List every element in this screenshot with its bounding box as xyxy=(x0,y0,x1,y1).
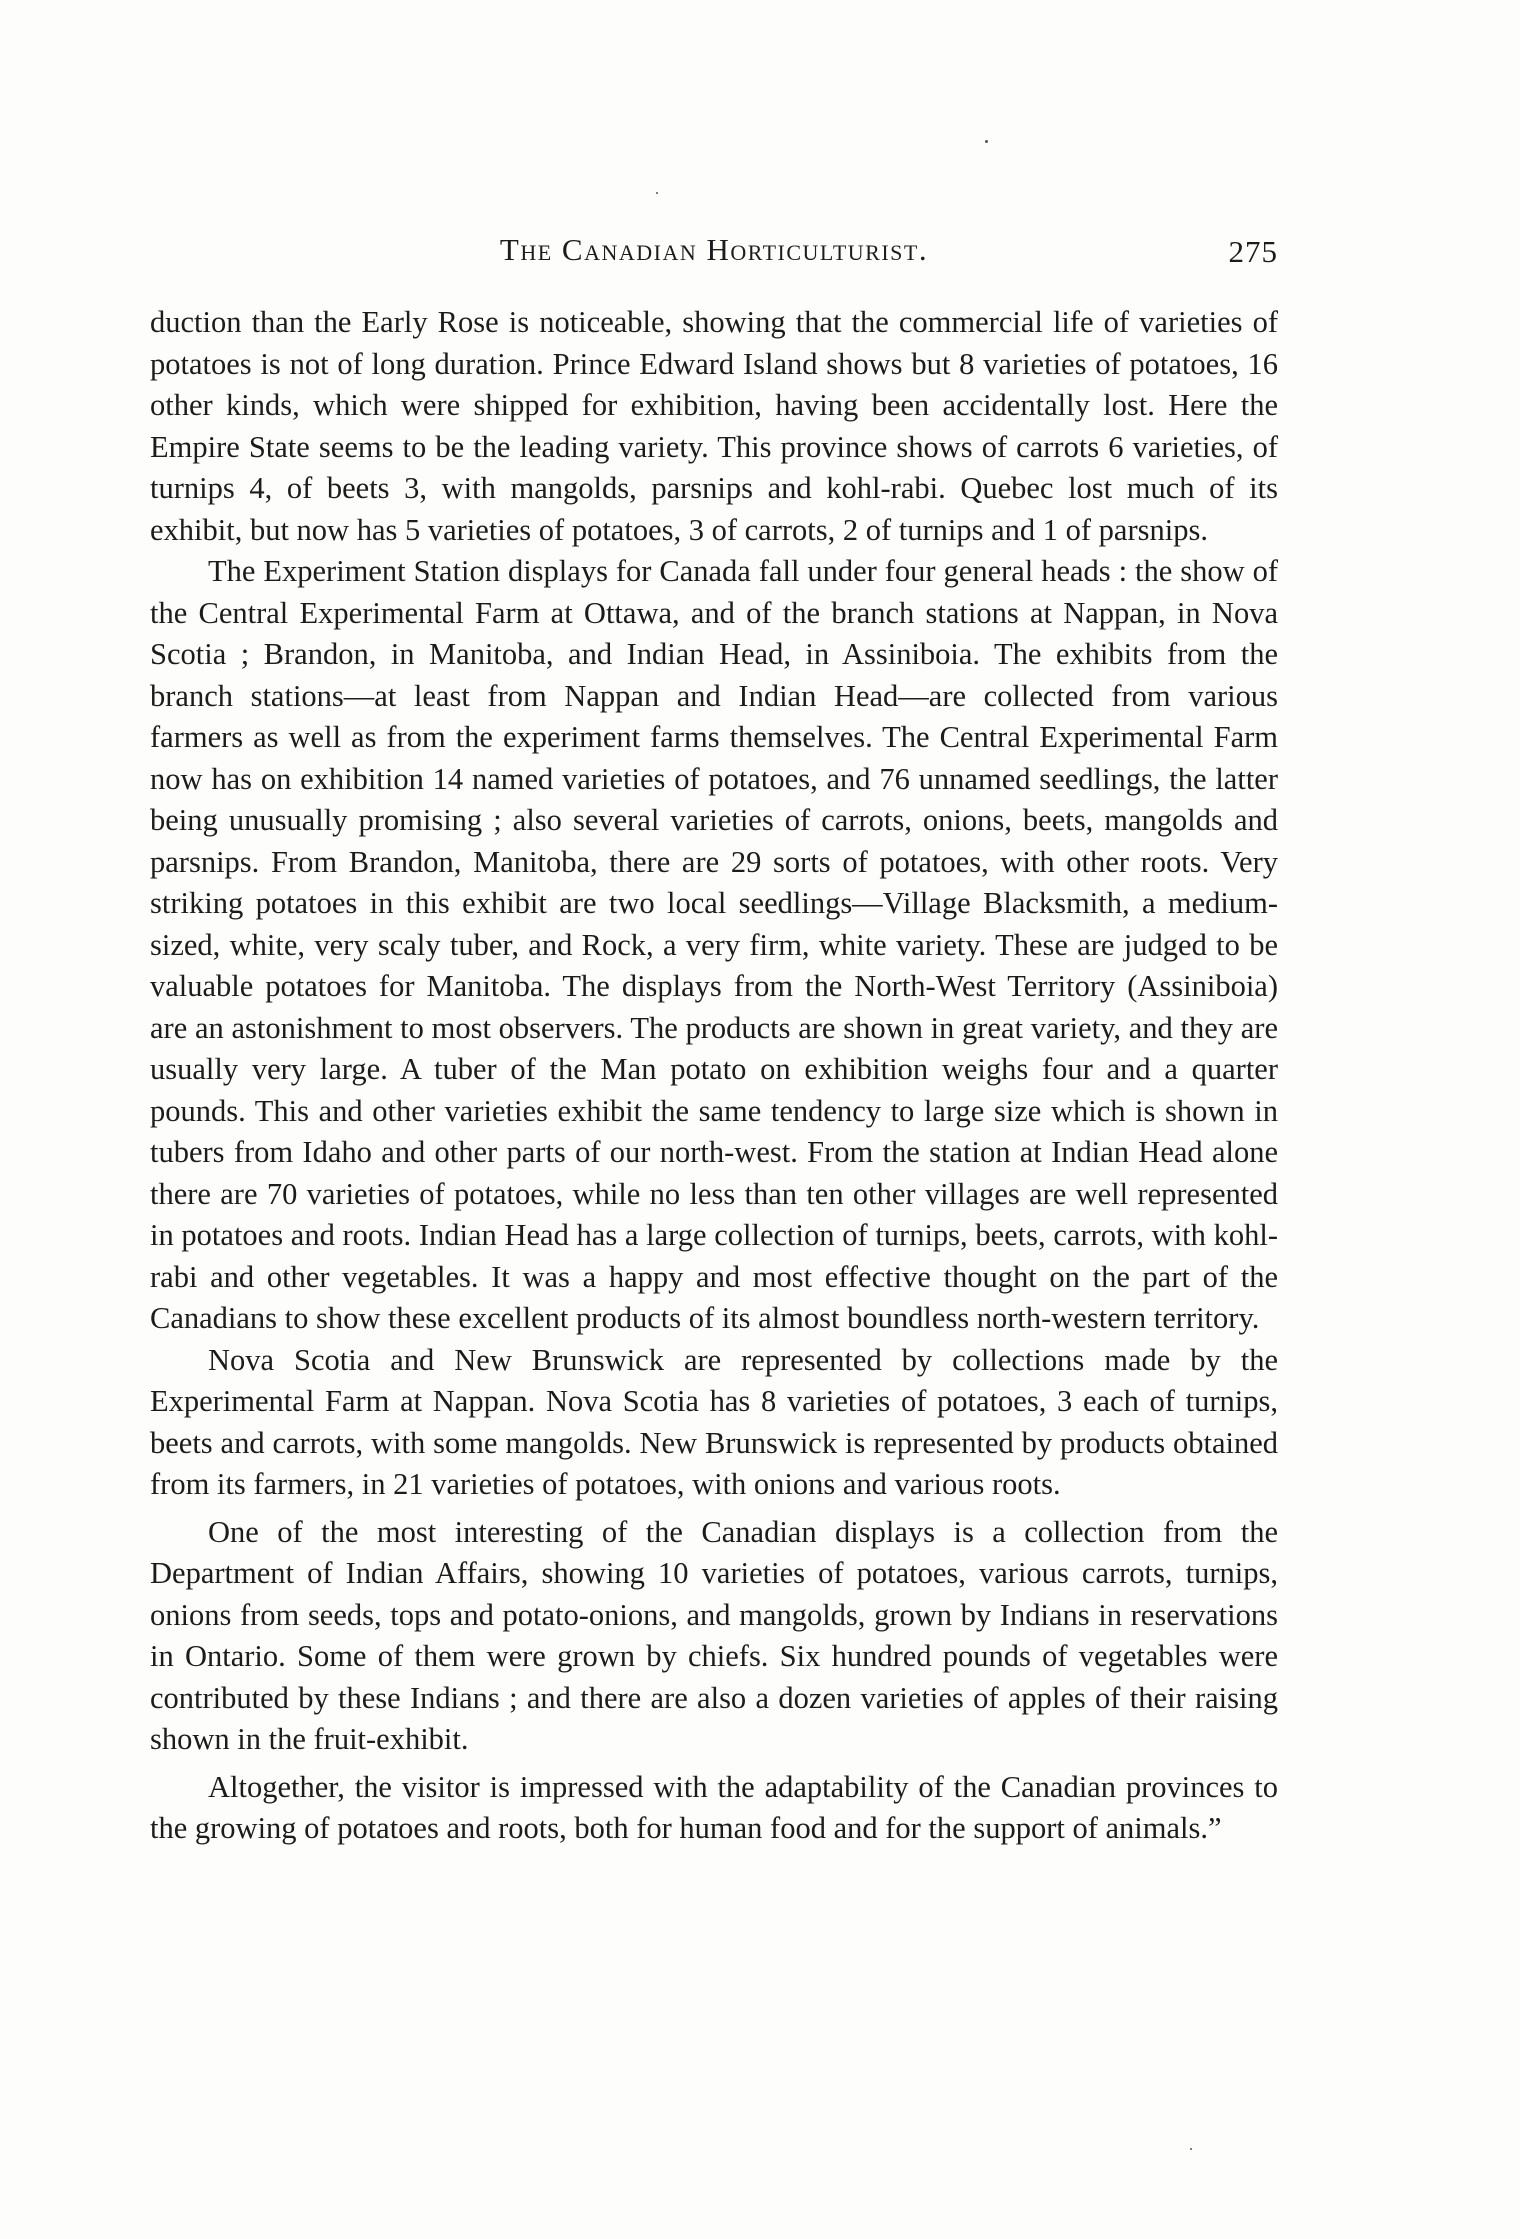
paragraph-continued: duction than the Early Rose is noticeable, showing that the commercial life of varieties of potatoes is not of long duration. Prince Edward Island shows but 8 varieties of potatoes, 16 other kinds, which were shipped for exhibition, having been accidentally lost. Here the Empire State seems to be the leading variety. This province shows of carrots 6 varieties, of turnips 4, of beets 3, with mangolds, parsnips and kohl-rabi. Quebec lost much of its exhibit, but now has 5 varieties of potatoes, 3 of carrots, 2 of turnips and 1 of parsnips. xyxy=(150,305,1278,547)
scan-speck xyxy=(1190,2148,1192,2150)
paragraph-nova-scotia: Nova Scotia and New Brunswick are represented by collections made by the Experimental Farm at Nappan. Nova Scotia has 8 varieties of potatoes, 3 each of turnips, beets and carrots, with some mangolds. New Brunswick is represented by products obtained from its farmers, in 21 varieties of potatoes, with onions and various roots. xyxy=(150,1342,1278,1501)
scan-speck xyxy=(656,192,658,194)
scan-speck xyxy=(985,140,988,143)
running-head xyxy=(150,232,1278,282)
paragraph-conclusion: Altogether, the visitor is impressed with the adaptability of the Canadian provinces to the growing of potatoes and roots, both for human food and for the support of animals.” xyxy=(150,1769,1278,1845)
paragraph-indian-affairs: One of the most interesting of the Canadian displays is a collection from the Department of Indian Affairs, showing 10 varieties of potatoes, various carrots, turnips, onions from seeds, tops and potato-onions, and mangolds, grown by Indians in reservations in Ontario. Some of them were grown by chiefs. Six hundred pounds of vegetables were contributed by these Indians ; and there are also a dozen varieties of apples of their raising shown in the fruit-exhibit. xyxy=(150,1514,1278,1756)
paragraph-experiment-stations: The Experiment Station displays for Canada fall under four general heads : the show of the Central Experimental Farm at Ottawa, and of the branch stations at Nappan, in Nova Scotia ; Brandon, in Manitoba, and Indian Head, in Assiniboia. The exhibits from the branch stations—at least from Nappan and Indian Head—are collected from various farmers as well as from the experiment farms themselves. The Central Experimental Farm now has on exhibition 14 named varieties of potatoes, and 76 unnamed seedlings, the latter being unusually promising ; also several varieties of carrots, onions, beets, mangolds and parsnips. From Brandon, Manitoba, there are 29 sorts of potatoes, with other roots. Very striking potatoes in this exhibit are two local seedlings—Village Blacksmith, a medium-sized, white, very scaly tuber, and Rock, a very firm, white variety. These are judged to be valuable potatoes for Manitoba. The displays from the North-West Territory (Assiniboia) are an astonishment to most observers. The products are shown in great variety, and they are usually very large. A tuber of the Man potato on exhibition weighs four and a quarter pounds. This and other varieties exhibit the same tendency to large size which is shown in tubers from Idaho and other parts of our north-west. From the station at Indian Head alone there are 70 varieties of potatoes, while no less than ten other villages are well represented in potatoes and roots. Indian Head has a large collection of turnips, beets, carrots, with kohl-rabi and other vegetables. It was a happy and most effective thought on the part of the Canadians to show these excellent products of its almost boundless north-western territory. xyxy=(150,554,1278,1335)
running-title: The Canadian Horticulturist. xyxy=(499,232,929,267)
article-body xyxy=(150,302,1278,1850)
page-number: 275 xyxy=(1228,234,1278,269)
